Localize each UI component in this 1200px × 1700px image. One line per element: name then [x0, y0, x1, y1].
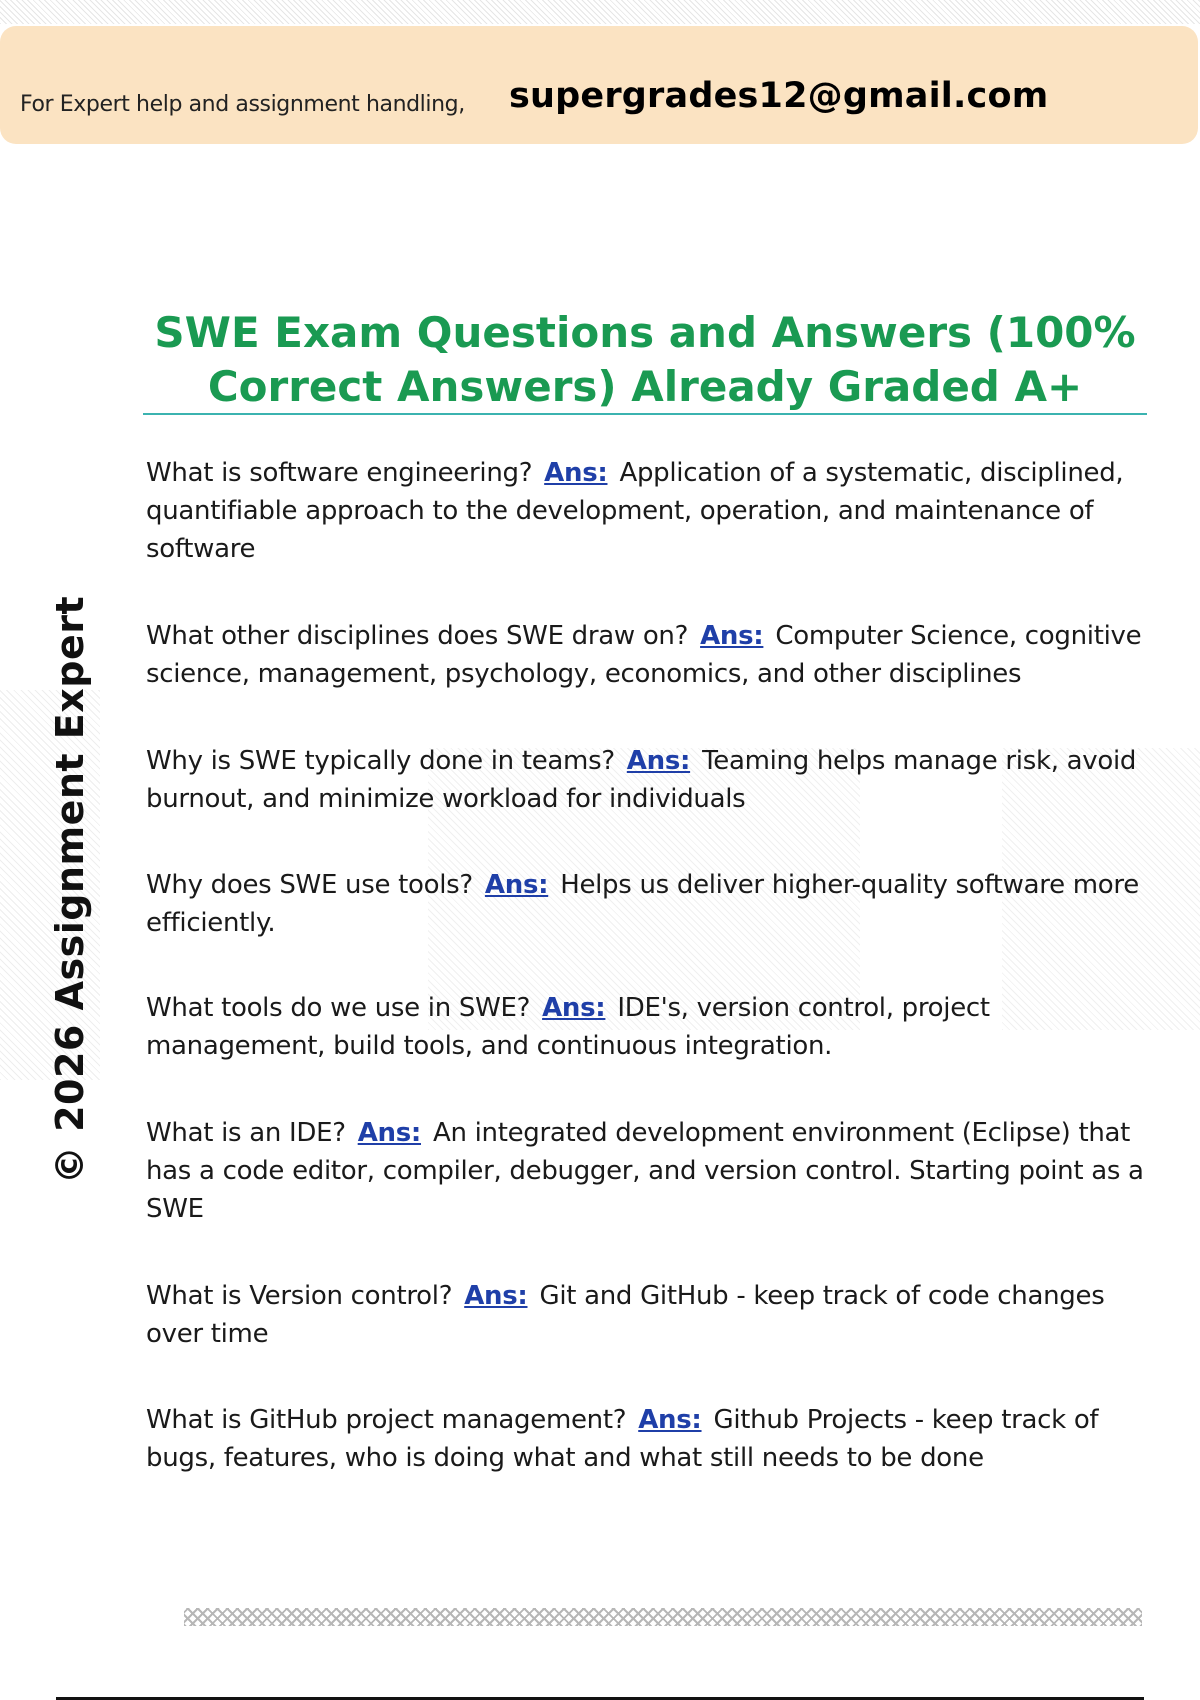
- answer-label: Ans:: [544, 458, 608, 488]
- qa-item: [146, 617, 1146, 693]
- decorative-zigzag-divider: [184, 1608, 1142, 1626]
- question-text: What other disciplines does SWE draw on?: [146, 621, 689, 651]
- question-text: What is GitHub project management?: [146, 1405, 627, 1435]
- document-title: SWE Exam Questions and Answers (100% Correct Answers) Already Graded A+: [154, 308, 1136, 411]
- contact-email: supergrades12@gmail.com: [509, 76, 1049, 116]
- qa-item: [146, 1114, 1146, 1228]
- answer-text: An integrated development environment (Eclipse) that has a code editor, compiler, debugger, and version control. Starting point as a SWE: [146, 1118, 1144, 1224]
- question-text: What tools do we use in SWE?: [146, 993, 531, 1023]
- banner-prefix-text: For Expert help and assignment handling,: [20, 92, 465, 117]
- qa-item: [146, 1401, 1146, 1477]
- answer-text: Github Projects - keep track of bugs, features, who is doing what and what still needs to be done: [146, 1405, 1099, 1473]
- question-text: Why does SWE use tools?: [146, 870, 473, 900]
- answer-text: Git and GitHub - keep track of code changes over time: [146, 1281, 1105, 1349]
- question-text: Why is SWE typically done in teams?: [146, 746, 615, 776]
- qa-list: [146, 454, 1146, 1477]
- question-text: What is Version control?: [146, 1281, 453, 1311]
- answer-label: Ans:: [542, 993, 606, 1023]
- qa-item: [146, 989, 1146, 1065]
- copyright-watermark: © 2026 Assignment Expert: [48, 595, 92, 1185]
- qa-item: [146, 742, 1146, 818]
- question-text: What is an IDE?: [146, 1118, 346, 1148]
- answer-label: Ans:: [700, 621, 764, 651]
- answer-text: Application of a systematic, disciplined, quantifiable approach to the development, operation, and maintenance of software: [146, 458, 1124, 564]
- answer-text: Teaming helps manage risk, avoid burnout, and minimize workload for individuals: [146, 746, 1137, 814]
- title-underline: [143, 413, 1147, 415]
- question-text: What is software engineering?: [146, 458, 533, 488]
- top-hatch-band: [0, 0, 1200, 24]
- answer-label: Ans:: [626, 746, 691, 776]
- qa-item: [146, 1277, 1146, 1353]
- answer-label: Ans:: [638, 1405, 702, 1435]
- answer-label: Ans:: [357, 1118, 421, 1148]
- answer-label: Ans:: [464, 1281, 528, 1311]
- answer-label: Ans:: [484, 870, 549, 900]
- answer-text: Computer Science, cognitive science, management, psychology, economics, and other disciplines: [146, 621, 1142, 689]
- qa-item: [146, 454, 1146, 568]
- answer-text: IDE's, version control, project management, build tools, and continuous integration.: [146, 993, 990, 1061]
- answer-text: Helps us deliver higher-quality software more efficiently.: [146, 870, 1139, 938]
- qa-item: [146, 866, 1146, 942]
